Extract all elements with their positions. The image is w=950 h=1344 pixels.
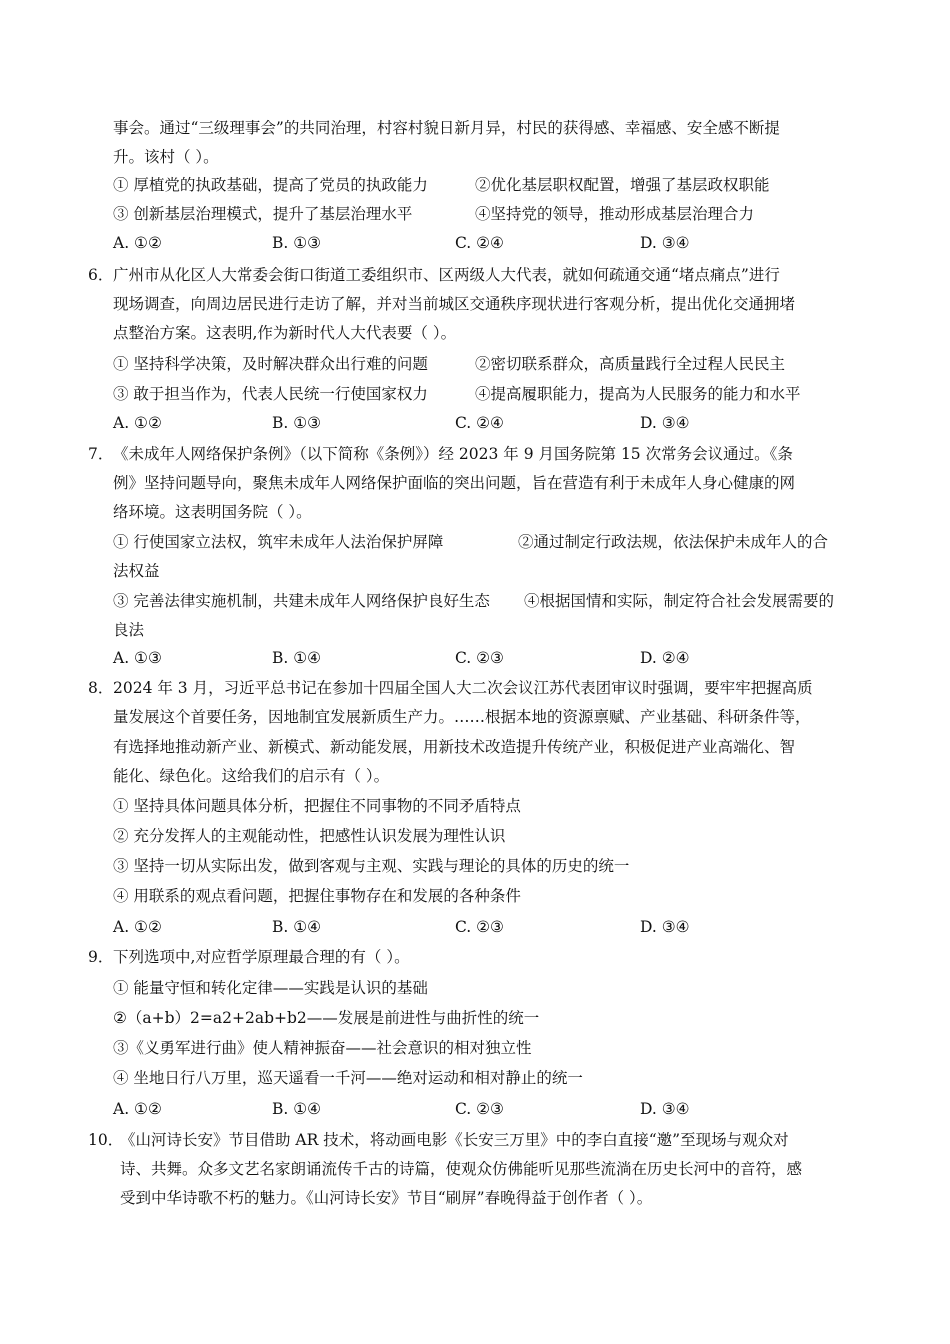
q9-option-d: D. ③④ bbox=[640, 1100, 690, 1118]
q7-stem-line: 络环境。这表明国务院（ ）。 bbox=[113, 503, 312, 521]
q7-statement-1: ① 行使国家立法权，筑牢未成年人法治保护屏障 bbox=[113, 533, 444, 551]
q5-statement-4: ④坚持党的领导，推动形成基层治理合力 bbox=[475, 205, 755, 223]
q7-option-c: C. ②③ bbox=[455, 649, 504, 667]
q8-option-c: C. ②③ bbox=[455, 918, 504, 936]
q7-statement-4-cont: 良法 bbox=[113, 621, 145, 639]
q10-stem-line: 受到中华诗歌不朽的魅力。《山河诗长安》节目“刷屏”春晚得益于创作者（ ）。 bbox=[120, 1189, 653, 1207]
q9-statement-4: ④ 坐地日行八万里，巡天遥看一千河——绝对运动和相对静止的统一 bbox=[113, 1069, 583, 1087]
q6-stem-line: 点整治方案。这表明,作为新时代人大代表要（ ）。 bbox=[113, 324, 457, 342]
q8-option-d: D. ③④ bbox=[640, 918, 690, 936]
q9-statement-2: ②（a+b）2=a2+2ab+b2——发展是前进性与曲折性的统一 bbox=[113, 1009, 540, 1027]
q6-statement-3: ③ 敢于担当作为，代表人民统一行使国家权力 bbox=[113, 385, 428, 403]
q8-number: 8． bbox=[88, 679, 114, 697]
q7-statement-4: ④根据国情和实际，制定符合社会发展需要的 bbox=[524, 592, 835, 610]
q5-option-c: C. ②④ bbox=[455, 234, 504, 252]
q6-option-d: D. ③④ bbox=[640, 414, 690, 432]
q7-stem-line: 《未成年人网络保护条例》（以下简称《条例》）经 2023 年 9 月国务院第 15 次常务会议通过。《条 bbox=[113, 445, 793, 463]
q8-statement-1: ① 坚持具体问题具体分析，把握住不同事物的不同矛盾特点 bbox=[113, 797, 521, 815]
q6-option-a: A. ①② bbox=[113, 414, 162, 432]
q6-stem-line: 广州市从化区人大常委会街口街道工委组织市、区两级人大代表，就如何疏通交通“堵点痛点”进行 bbox=[113, 266, 780, 284]
q5-statement-1: ① 厚植党的执政基础，提高了党员的执政能力 bbox=[113, 176, 428, 194]
q6-option-c: C. ②④ bbox=[455, 414, 504, 432]
q8-stem-line: 2024 年 3 月，习近平总书记在参加十四届全国人大二次会议江苏代表团审议时强调，要牢牢把握高质 bbox=[113, 679, 813, 697]
q9-statement-3: ③《义勇军进行曲》使人精神振奋——社会意识的相对独立性 bbox=[113, 1039, 532, 1057]
q5-stem-line: 事会。通过“三级理事会”的共同治理，村容村貌日新月异，村民的获得感、幸福感、安全感不断提 bbox=[113, 119, 780, 137]
q5-statement-2: ②优化基层职权配置，增强了基层政权职能 bbox=[475, 176, 770, 194]
q5-statement-3: ③ 创新基层治理模式，提升了基层治理水平 bbox=[113, 205, 413, 223]
q7-number: 7． bbox=[88, 445, 114, 463]
q7-statement-2: ②通过制定行政法规，依法保护未成年人的合 bbox=[518, 533, 829, 551]
q8-stem-line: 有选择地推动新产业、新模式、新动能发展，用新技术改造提升传统产业，积极促进产业高端化、智 bbox=[113, 738, 796, 756]
q6-option-b: B. ①③ bbox=[272, 414, 322, 432]
q10-stem-line: 诗、共舞。众多文艺名家朗诵流传千古的诗篇，使观众仿佛能听见那些流淌在历史长河中的音符，感 bbox=[120, 1160, 803, 1178]
q9-option-a: A. ①② bbox=[113, 1100, 162, 1118]
q7-option-d: D. ②④ bbox=[640, 649, 690, 667]
q9-stem-line: 下列选项中,对应哲学原理最合理的有（ ）。 bbox=[113, 948, 410, 966]
q8-stem-line: 能化、绿色化。这给我们的启示有（ ）。 bbox=[113, 767, 390, 785]
q8-option-a: A. ①② bbox=[113, 918, 162, 936]
q9-option-c: C. ②③ bbox=[455, 1100, 504, 1118]
q6-statement-2: ②密切联系群众，高质量践行全过程人民民主 bbox=[475, 355, 786, 373]
q5-option-b: B. ①③ bbox=[272, 234, 322, 252]
q7-statement-2-cont: 法权益 bbox=[113, 562, 160, 580]
q5-stem-line: 升。该村（ ）。 bbox=[113, 148, 219, 166]
q6-statement-1: ① 坚持科学决策，及时解决群众出行难的问题 bbox=[113, 355, 428, 373]
q6-stem-line: 现场调查，向周边居民进行走访了解，并对当前城区交通秩序现状进行客观分析，提出优化交通拥堵 bbox=[113, 295, 796, 313]
q9-number: 9． bbox=[88, 948, 114, 966]
q7-option-a: A. ①③ bbox=[113, 649, 162, 667]
q6-number: 6． bbox=[88, 266, 114, 284]
q10-stem-line: 《山河诗长安》节目借助 AR 技术，将动画电影《长安三万里》中的李白直接“邀”至现场与观众对 bbox=[120, 1131, 789, 1149]
q5-option-a: A. ①② bbox=[113, 234, 162, 252]
q7-statement-3: ③ 完善法律实施机制，共建未成年人网络保护良好生态 bbox=[113, 592, 490, 610]
q9-option-b: B. ①④ bbox=[272, 1100, 322, 1118]
q7-stem-line: 例》坚持问题导向，聚焦未成年人网络保护面临的突出问题，旨在营造有利于未成年人身心健康的网 bbox=[113, 474, 796, 492]
q8-statement-4: ④ 用联系的观点看问题，把握住事物存在和发展的各种条件 bbox=[113, 887, 521, 905]
q10-number: 10． bbox=[88, 1131, 124, 1149]
q7-option-b: B. ①④ bbox=[272, 649, 322, 667]
q9-statement-1: ① 能量守恒和转化定律——实践是认识的基础 bbox=[113, 979, 428, 997]
q8-statement-2: ② 充分发挥人的主观能动性，把感性认识发展为理性认识 bbox=[113, 827, 506, 845]
q5-option-d: D. ③④ bbox=[640, 234, 690, 252]
q8-statement-3: ③ 坚持一切从实际出发，做到客观与主观、实践与理论的具体的历史的统一 bbox=[113, 857, 630, 875]
q6-statement-4: ④提高履职能力，提高为人民服务的能力和水平 bbox=[475, 385, 801, 403]
q8-stem-line: 量发展这个首要任务，因地制宜发展新质生产力。……根据本地的资源禀赋、产业基础、科研条件等， bbox=[113, 708, 811, 726]
q8-option-b: B. ①④ bbox=[272, 918, 322, 936]
